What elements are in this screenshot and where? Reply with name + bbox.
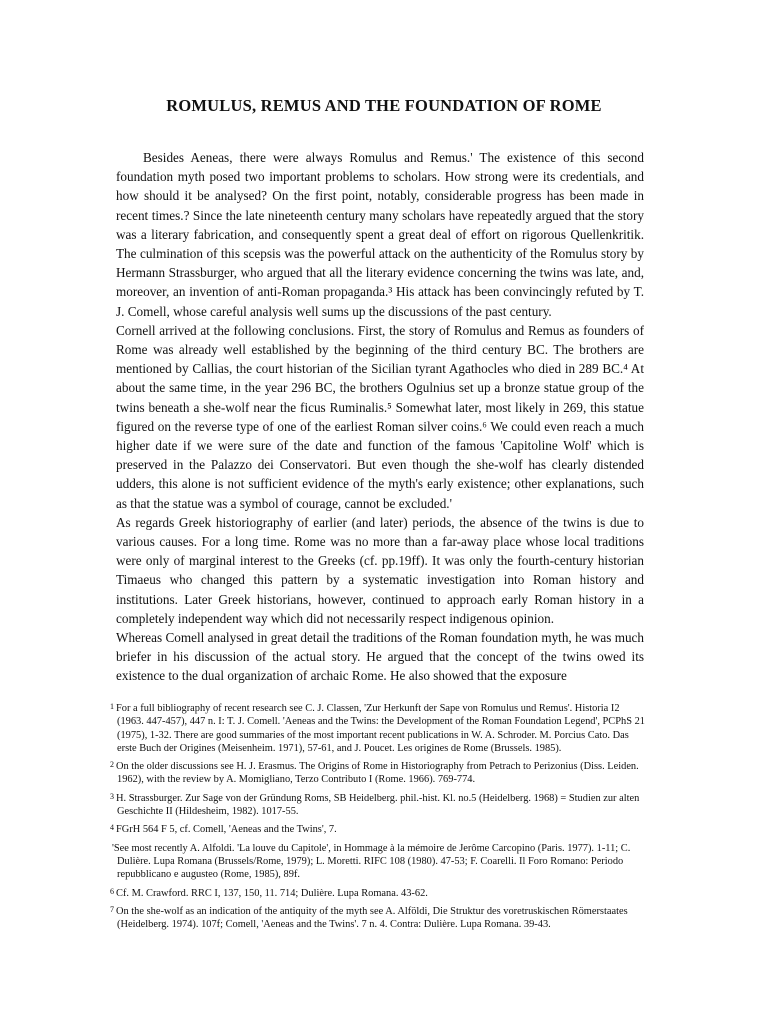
footnote-text: Cf. M. Crawford. RRC I, 137, 150, 11. 714; Dulière. Lupa Romana. 43-62.	[116, 887, 428, 899]
paragraph-4: Whereas Comell analysed in great detail the traditions of the Roman foundation myth, he was much briefer in his discussion of the actual story. He argued that the concept of the twins owed its existence to the dual organization of archaic Rome. He also showed that the exposure	[116, 630, 644, 684]
footnote-number: 1	[110, 702, 114, 711]
footnote-number: 2	[110, 760, 114, 770]
footnote-text: FGrH 564 F 5, cf. Comell, 'Aeneas and the Twins', 7.	[116, 824, 337, 836]
footnote-3	[110, 790, 646, 819]
footnote-2	[110, 758, 646, 787]
footnote-text: On the older discussions see H. J. Erasmus. The Origins of Rome in Historiography from Petrach to Perizonius (Diss. Leiden. 1962), with the review by A. Momigliano, Terzo Contributo I (Rome. 1966). 769-774.	[116, 761, 639, 786]
footnote-1	[110, 700, 646, 755]
footnote-text: 'See most recently A. Alfoldi. 'La louve du Capitole', in Hommage à la mémoire de Jerôme Carcopino (Paris. 1977). 1-11; C. Dulière. Lupa Romana (Brussels/Rome, 1979); L. Moretti. RIFC 108 (1980). 47-53; F. Coarelli. Il Foro Romano: Periodo repubblicano e augusteo (Rome, 1985), 89f.	[112, 842, 631, 881]
page-title: ROMULUS, REMUS AND THE FOUNDATION OF ROME	[166, 96, 602, 115]
footnote-6	[110, 885, 646, 900]
footnote-5	[110, 840, 646, 882]
footnotes	[110, 700, 646, 934]
paragraph-3: As regards Greek historiography of earlier (and later) periods, the absence of the twins is due to various causes. For a long time. Rome was no more than a far-away place whose local traditions were only of marginal interest to the Greeks (cf. pp.19ff). It was only the fourth-century historian Timaeus who changed this pattern by a systematic investigation into Roman history and institutions. Later Greek historians, however, continued to approach early Roman history in a completely independent way which did not necessarily respect indigenous opinion.	[116, 514, 644, 626]
footnote-text: On the she-wolf as an indication of the antiquity of the myth see A. Alföldi, Die Struktur des voretruskischen Römerstaates (Heidelberg. 1974). 107f; Comell, 'Aeneas and the Twins'. 7 n. 4. Contra: Dulière. Lupa Romana. 39-43.	[116, 905, 628, 931]
footnote-number: 3	[110, 791, 114, 801]
footnote-text: For a full bibliography of recent research see C. J. Classen, 'Zur Herkunft der Sape von Romulus und Remus'. Historia I2 (1963. 447-457), 447 n. I: T. J. Comell. 'Aeneas and the Twins: the Development of the Roman Foundation Legend', PCPhS 21 (1975), 1-32. There are good summaries of the most important recent publications in W. A. Schroder. M. Porcius Cato. Das erste Buch der Origines (Meisenheim. 1971), 57-61, and J. Poucet. Les origines de Rome (Brussels. 1985).	[116, 703, 645, 754]
paragraph-2: Cornell arrived at the following conclusions. First, the story of Romulus and Remus as founders of Rome was already well established by the beginning of the third century BC. The brothers are mentioned by Callias, the court historian of the Sicilian tyrant Agathocles who died in 289 BC.⁴ At about the same time, in the year 296 BC, the brothers Ogulnius set up a bronze statue group of the twins beneath a she-wolf near the ficus Ruminalis.⁵ Somewhat later, most likely in 269, this statue figured on the reverse type of one of the earliest Roman silver coins.⁶ We could even reach a much higher date if we were sure of the date and function of the famous 'Capitoline Wolf' which is preserved in the Palazzo dei Conservatori. But even though the she-wolf has clearly distended udders, this alone is not sufficient evidence of the myth's early existence; other explanations, such as that the statue was a symbol of courage, cannot be excluded.'	[116, 322, 644, 511]
footnote-number: 6	[110, 886, 114, 896]
footnote-number: 4	[110, 823, 114, 833]
body-text	[116, 148, 644, 686]
footnote-4	[110, 821, 646, 836]
paragraph-1: Besides Aeneas, there were always Romulus and Remus.' The existence of this second foundation myth posed two important problems to scholars. How strong were its credentials, and how should it be analysed? On the first point, notably, considerable progress has been made in recent times.? Since the late nineteenth century many scholars have repeatedly argued that the story was a literary fabrication, and consequently spent a great deal of effort on rigorous Quellenkritik. The culmination of this scepsis was the powerful attack on the authenticity of the Romulus story by Hermann Strassburger, who argued that all the literary evidence concerning the twins was late, and, moreover, an invention of anti-Roman propaganda.³ His attack has been convincingly refuted by T. J. Comell, whose careful analysis well sums up the discussions of the past century.	[116, 150, 644, 319]
footnote-text: H. Strassburger. Zur Sage von der Gründung Roms, SB Heidelberg. phil.-hist. Kl. no.5 (Heidelberg. 1968) = Studien zur alten Geschichte II (Hildesheim, 1982). 1017-55.	[116, 792, 640, 818]
footnote-number: 7	[110, 904, 114, 914]
footnote-7	[110, 903, 646, 932]
